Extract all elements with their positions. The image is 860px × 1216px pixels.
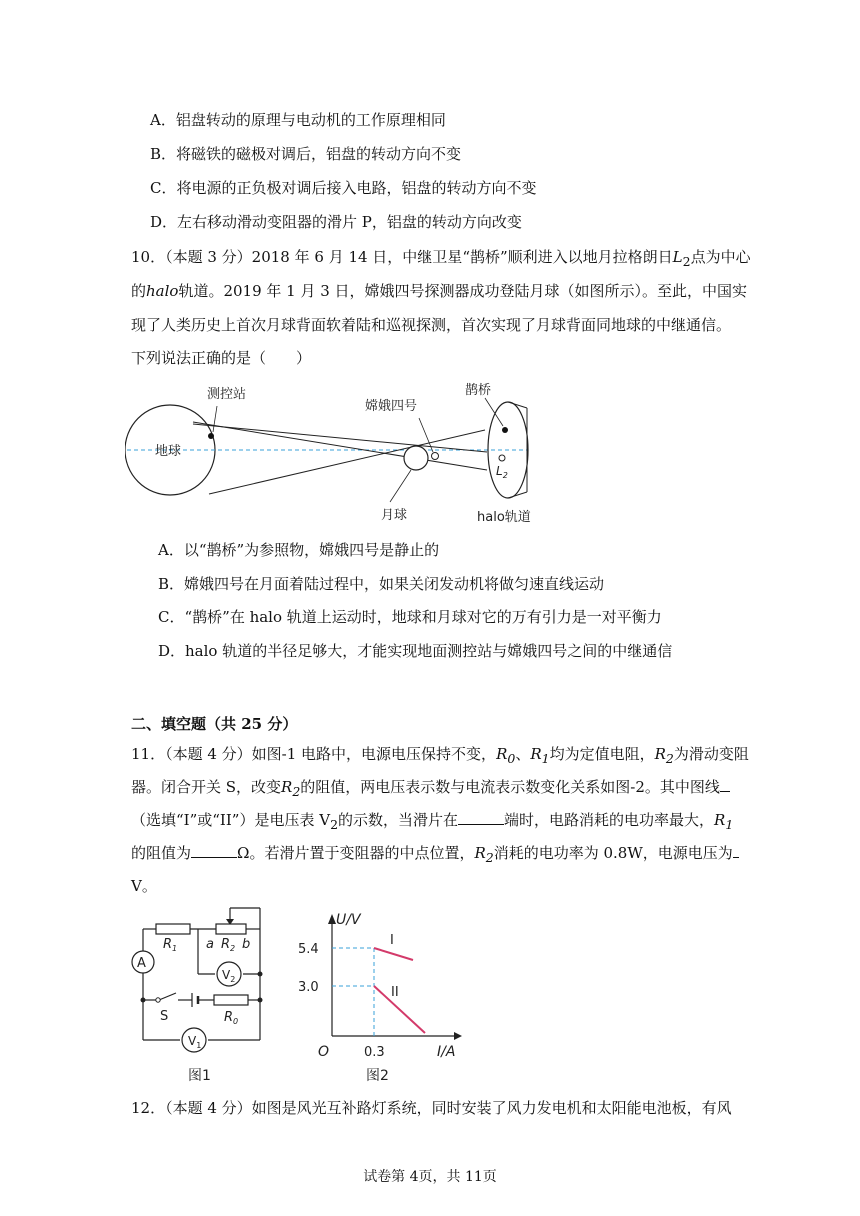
svg-text:S: S <box>160 1009 169 1024</box>
q11-answer-blank-end[interactable] <box>458 810 504 825</box>
y-tick-3-0: 3.0 <box>298 980 319 995</box>
label-change4: 嫦娥四号 <box>365 399 418 414</box>
r2-rheostat <box>216 924 246 934</box>
section-heading: 二、填空题（共 25 分） <box>131 715 298 733</box>
y-axis-label: U/V <box>336 912 361 928</box>
switch-contact <box>156 998 160 1002</box>
q11-stem-line4: 的阻值为 Ω。若滑片置于变阻器的中点位置，$R_2$消耗的电功率为 0.8W，电源电压为 <box>131 843 739 868</box>
q11-stem-line3: （选填“I”或“II”）是电压表 $V_2$的示数，当滑片在 端时，电路消耗的电功率最大，$R_1$ <box>131 811 734 832</box>
q10-option-a: A．以“鹊桥”为参照物，嫦娥四号是静止的 <box>158 541 440 559</box>
station-dot <box>208 433 214 439</box>
q12-stem-line1: 12．（本题 4 分）如图是风光互补路灯系统，同时安装了风力发电机和太阳能电池板，有风 <box>131 1099 732 1117</box>
q11-graph-figure <box>292 904 472 1086</box>
q10-stem-line2: 的halo轨道。2019 年 1 月 3 日，嫦娥四号探测器成功登陆月球（如图所示）。至此，中国实 <box>131 282 748 300</box>
q10-option-c: C．“鹊桥”在 halo 轨道上运动时，地球和月球对它的万有引力是一对平衡力 <box>158 608 662 626</box>
queqiao-dot <box>502 427 508 433</box>
label-halo: halo轨道 <box>477 510 531 525</box>
svg-text:b: b <box>242 937 251 952</box>
q9-option-d: D．左右移动滑动变阻器的滑片 P，铝盘的转动方向改变 <box>150 213 522 231</box>
q11-stem-line1: 11．（本题 4 分）如图-1 电路中，电源电压保持不变，$R_0$、$R_1$均为定值电阻，$R_2$为滑动变阻 <box>131 745 749 766</box>
q10-stem-line4: 下列说法正确的是（ ） <box>131 349 312 367</box>
origin-label: O <box>318 1044 330 1060</box>
x-tick-0-3: 0.3 <box>364 1045 385 1060</box>
q10-stem-line1: 10．（本题 3 分）2018 年 6 月 14 日，中继卫星“鹊桥”顺利进入以地月拉格朗日$L_2$点为中心 <box>131 248 751 269</box>
series-label-II: II <box>391 985 399 1000</box>
r0-resistor <box>214 995 248 1005</box>
change4-probe <box>432 453 439 460</box>
q11-stem-line5: V。 <box>131 877 157 895</box>
fig2-caption: 图2 <box>366 1068 389 1084</box>
svg-text:a: a <box>206 937 214 952</box>
label-moon: 月球 <box>381 508 408 523</box>
l2-point <box>499 455 505 461</box>
r1-resistor <box>156 924 190 934</box>
label-station: 测控站 <box>207 387 247 402</box>
q10-earth-moon-figure <box>125 378 545 528</box>
q10-option-d: D．halo 轨道的半径足够大，才能实现地面测控站与嫦娥四号之间的中继通信 <box>158 642 673 660</box>
series-label-I: I <box>390 933 394 948</box>
q11-answer-blank-r1[interactable] <box>191 843 237 858</box>
svg-text:R1: $R_1$ <box>163 937 178 953</box>
svg-text:V1: $V_1$ <box>188 1034 202 1050</box>
q10-option-b: B．嫦娥四号在月面着陆过程中，如果关闭发动机将做匀速直线运动 <box>158 575 605 593</box>
y-tick-5-4: 5.4 <box>298 942 319 957</box>
svg-text:V2: $V_2$ <box>222 968 236 984</box>
q9-option-a: A．铝盘转动的原理与电动机的工作原理相同 <box>150 111 446 129</box>
label-earth: 地球 <box>155 444 182 459</box>
label-l2: $L_2$ <box>496 464 508 480</box>
svg-text:R0: $R_0$ <box>224 1010 239 1026</box>
label-queqiao: 鹊桥 <box>465 383 492 398</box>
svg-text:R2: $R_2$ <box>221 937 236 953</box>
series-line-I <box>374 948 413 960</box>
fig1-caption: 图1 <box>188 1068 211 1084</box>
q10-stem-line3: 现了人类历史上首次月球背面软着陆和巡视探测，首次实现了月球背面同地球的中继通信。 <box>131 316 732 334</box>
page-footer: 试卷第 4页，共 11页 <box>363 1169 497 1185</box>
q11-stem-line2: 器。闭合开关 S，改变$R_2$的阻值，两电压表示数与电流表示数变化关系如图-2。其中图线 <box>131 777 730 802</box>
q9-option-c: C．将电源的正负极对调后接入电路，铝盘的转动方向不变 <box>150 179 537 197</box>
x-axis-label: I/A <box>437 1044 456 1060</box>
q11-circuit-figure <box>128 904 268 1086</box>
q9-option-b: B．将磁铁的磁极对调后，铝盘的转动方向不变 <box>150 145 462 163</box>
svg-text:A: A <box>137 956 146 971</box>
moon-circle <box>404 446 428 470</box>
series-line-II <box>374 986 425 1033</box>
